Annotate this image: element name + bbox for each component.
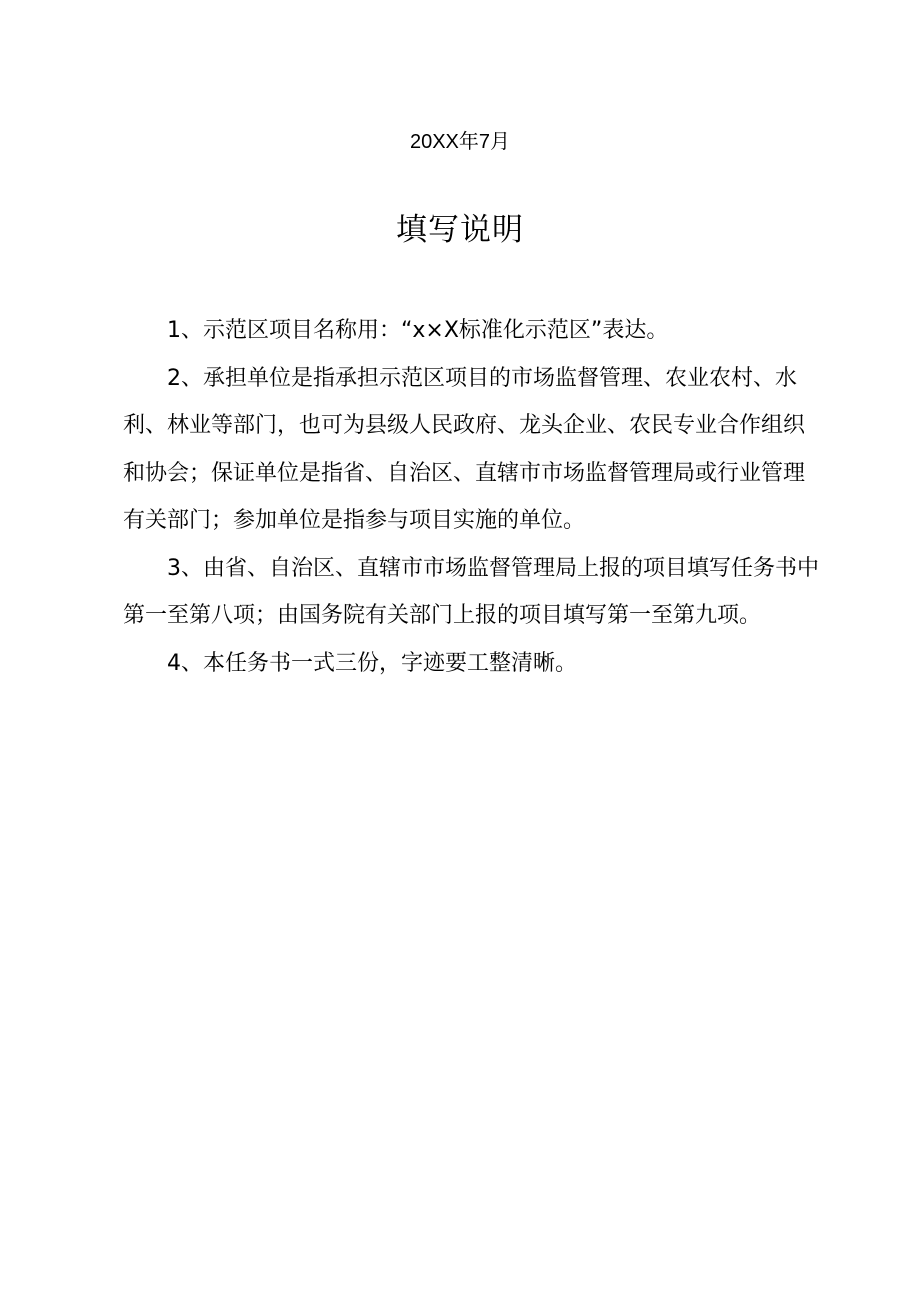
instructions-body — [123, 307, 823, 687]
instruction-item-2: 2、承担单位是指承担示范区项目的市场监督管理、农业农村、水利、林业等部门，也可为县级人民政府、龙头企业、农民专业合作组织和协会；保证单位是指省、自治区、直辖市市场监督管理局或行业管理有关部门；参加单位是指参与项目实施的单位。 — [123, 365, 806, 533]
instruction-item-4: 4、本任务书一式三份，字迹要工整清晰。 — [167, 650, 577, 676]
document-date: 20XX年7月 — [409, 131, 511, 153]
page-title: 填写说明 — [396, 212, 524, 248]
instruction-item-1: 1、示范区项目名称用：“x×X标准化示范区”表达。 — [167, 318, 669, 343]
instruction-item-3: 3、由省、自治区、直辖市市场监督管理局上报的项目填写任务书中第一至第八项；由国务院有关部门上报的项目填写第一至第九项。 — [123, 555, 819, 628]
